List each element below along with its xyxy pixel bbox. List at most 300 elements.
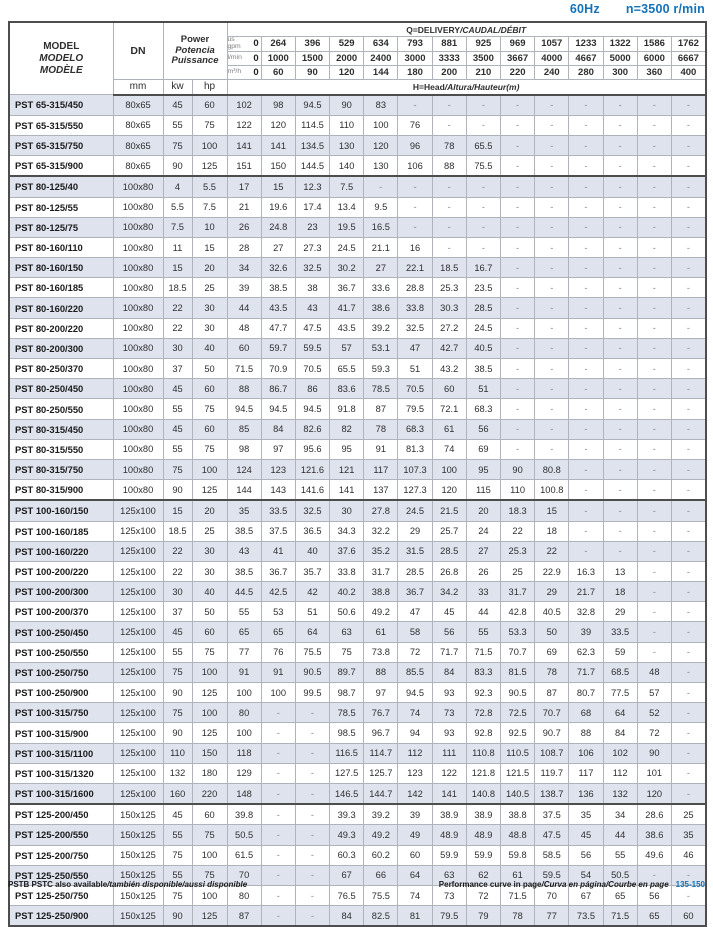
head-value-cell: 27.2 — [432, 318, 466, 338]
head-value-cell: 15 — [261, 176, 295, 197]
head-value-cell: 38.8 — [501, 804, 535, 825]
head-value-cell: - — [671, 885, 705, 905]
head-value-cell: 59 — [603, 642, 637, 662]
model-cell: PST 100-250/750 — [9, 662, 113, 682]
head-value-cell: - — [671, 197, 705, 217]
head-value-cell: 79 — [466, 906, 500, 927]
flow-value: 0 — [253, 38, 259, 50]
head-value-cell: 70.7 — [501, 642, 535, 662]
head-value-cell: 88 — [432, 156, 466, 177]
head-value-cell: - — [569, 359, 603, 379]
kw-cell: 110 — [163, 743, 192, 763]
head-value-cell: 63 — [432, 865, 466, 885]
kw-cell: 75 — [163, 459, 192, 479]
head-value-cell: 70 — [535, 885, 569, 905]
head-value-cell: 56 — [637, 885, 671, 905]
head-value-cell: 78 — [364, 419, 398, 439]
head-value-cell: 35.7 — [295, 561, 329, 581]
head-value-cell: 17.4 — [295, 197, 329, 217]
head-value-cell: - — [569, 379, 603, 399]
head-value-cell: 123 — [261, 459, 295, 479]
head-value-cell: 120 — [261, 115, 295, 135]
model-cell: PST 125-200/450 — [9, 804, 113, 825]
head-value-cell: 93 — [432, 683, 466, 703]
head-value-cell: 75 — [330, 642, 364, 662]
head-value-cell: 70.5 — [295, 359, 329, 379]
model-header-en: MODEL — [43, 40, 80, 52]
head-value-cell: - — [637, 459, 671, 479]
head-value-cell: 42 — [295, 582, 329, 602]
head-value-cell: 90 — [330, 95, 364, 116]
kw-cell: 22 — [163, 541, 192, 561]
head-value-cell: 38.6 — [364, 298, 398, 318]
pump-row — [9, 176, 706, 197]
flow-value: 144 — [364, 65, 398, 79]
hp-cell: 60 — [192, 95, 227, 116]
head-value-cell: 110 — [330, 115, 364, 135]
page-footer — [8, 880, 705, 889]
dn-cell: 80x65 — [113, 115, 163, 135]
dn-cell: 150x125 — [113, 885, 163, 905]
pump-row — [9, 298, 706, 318]
hp-cell: 100 — [192, 135, 227, 155]
head-value-cell: 72.5 — [501, 703, 535, 723]
kw-cell: 15 — [163, 258, 192, 278]
head-value-cell: 91 — [261, 662, 295, 682]
head-value-cell: 74 — [398, 703, 432, 723]
head-value-cell: 100 — [432, 459, 466, 479]
head-value-cell: - — [671, 783, 705, 804]
head-value-cell: 49 — [398, 825, 432, 845]
kw-cell: 11 — [163, 237, 192, 257]
head-value-cell: 58 — [398, 622, 432, 642]
head-value-cell: 84 — [261, 419, 295, 439]
hp-cell: 75 — [192, 865, 227, 885]
head-value-cell: - — [637, 521, 671, 541]
head-value-cell: - — [637, 865, 671, 885]
pump-row — [9, 561, 706, 581]
head-value-cell: 29 — [535, 582, 569, 602]
head-value-cell: - — [671, 176, 705, 197]
head-value-cell: 30.3 — [432, 298, 466, 318]
head-value-cell: 67 — [330, 865, 364, 885]
head-value-cell: 117 — [569, 763, 603, 783]
head-value-cell: 127.3 — [398, 480, 432, 501]
hp-cell: 20 — [192, 500, 227, 521]
head-value-cell: - — [671, 156, 705, 177]
head-value-cell: 26 — [466, 561, 500, 581]
head-value-cell: 70.7 — [535, 703, 569, 723]
head-value-cell: 100 — [227, 683, 261, 703]
head-value-cell: - — [603, 379, 637, 399]
dn-cell: 100x80 — [113, 480, 163, 501]
head-value-cell: - — [432, 176, 466, 197]
head-value-cell: - — [501, 156, 535, 177]
head-value-cell: - — [535, 419, 569, 439]
head-value-cell: - — [261, 804, 295, 825]
head-value-cell: 83 — [364, 95, 398, 116]
kw-cell: 15 — [163, 500, 192, 521]
head-value-cell: 60.2 — [364, 845, 398, 865]
head-value-cell: 88 — [364, 662, 398, 682]
head-value-cell: 30 — [330, 500, 364, 521]
head-value-cell: - — [637, 480, 671, 501]
head-value-cell: - — [603, 115, 637, 135]
head-value-cell: 39 — [569, 622, 603, 642]
head-value-cell: 48.9 — [432, 825, 466, 845]
head-value-cell: 120 — [364, 135, 398, 155]
head-value-cell: 12.3 — [295, 176, 329, 197]
head-value-cell: - — [603, 439, 637, 459]
head-value-cell: - — [535, 176, 569, 197]
head-value-cell: 16.7 — [466, 258, 500, 278]
head-value-cell: 64 — [398, 865, 432, 885]
model-cell: PST 125-250/750 — [9, 885, 113, 905]
hp-cell: 15 — [192, 237, 227, 257]
head-value-cell: 120 — [637, 783, 671, 804]
hp-cell: 75 — [192, 399, 227, 419]
head-value-cell: - — [637, 622, 671, 642]
head-value-cell: - — [501, 197, 535, 217]
pump-row — [9, 258, 706, 278]
pump-row — [9, 419, 706, 439]
kw-cell: 75 — [163, 885, 192, 905]
head-value-cell: 138.7 — [535, 783, 569, 804]
model-cell: PST 80-160/110 — [9, 237, 113, 257]
kw-cell: 75 — [163, 703, 192, 723]
head-value-cell: 26.8 — [432, 561, 466, 581]
head-value-cell: - — [535, 258, 569, 278]
model-cell: PST 100-200/300 — [9, 582, 113, 602]
head-value-cell: - — [432, 95, 466, 116]
head-value-cell: 35 — [671, 825, 705, 845]
head-value-cell: 65.5 — [466, 135, 500, 155]
hp-cell: 150 — [192, 743, 227, 763]
hp-cell: 10 — [192, 217, 227, 237]
hp-cell: 220 — [192, 783, 227, 804]
head-value-cell: - — [671, 622, 705, 642]
head-value-cell: 25 — [501, 561, 535, 581]
hp-cell: 75 — [192, 115, 227, 135]
head-value-cell: 29 — [398, 521, 432, 541]
model-cell: PST 125-250/900 — [9, 906, 113, 927]
pump-row — [9, 642, 706, 662]
dn-cell: 125x100 — [113, 662, 163, 682]
model-cell: PST 80-160/185 — [9, 278, 113, 298]
head-value-cell: - — [671, 703, 705, 723]
pump-row — [9, 703, 706, 723]
kw-cell: 22 — [163, 318, 192, 338]
head-value-cell: 50.5 — [603, 865, 637, 885]
hp-cell: 20 — [192, 258, 227, 278]
head-value-cell: 122 — [227, 115, 261, 135]
head-value-cell: 86 — [295, 379, 329, 399]
head-value-cell: - — [398, 176, 432, 197]
head-value-cell: 61.5 — [227, 845, 261, 865]
model-cell: PST 125-250/550 — [9, 865, 113, 885]
flow-unit-cell — [227, 37, 261, 52]
hp-cell: 50 — [192, 602, 227, 622]
head-value-cell: 72 — [637, 723, 671, 743]
head-value-cell: 59.9 — [466, 845, 500, 865]
kw-cell: 37 — [163, 359, 192, 379]
model-cell: PST 100-315/1600 — [9, 783, 113, 804]
head-value-cell: - — [671, 723, 705, 743]
head-value-cell: 42.5 — [261, 582, 295, 602]
head-value-cell: - — [671, 500, 705, 521]
head-value-cell: 35.2 — [364, 541, 398, 561]
head-value-cell: 44 — [227, 298, 261, 318]
head-value-cell: - — [671, 278, 705, 298]
model-cell: PST 100-200/370 — [9, 602, 113, 622]
head-value-cell: 111 — [432, 743, 466, 763]
head-value-cell: 41 — [261, 541, 295, 561]
kw-cell: 30 — [163, 338, 192, 358]
head-value-cell: 18.3 — [501, 500, 535, 521]
head-value-cell: - — [603, 521, 637, 541]
head-value-cell: 44.5 — [227, 582, 261, 602]
head-value-cell: 55 — [227, 602, 261, 622]
flow-value: 264 — [261, 37, 295, 52]
head-value-cell: 7.5 — [330, 176, 364, 197]
model-cell: PST 65-315/450 — [9, 95, 113, 116]
hp-cell: 125 — [192, 156, 227, 177]
head-value-cell: 100 — [364, 115, 398, 135]
kw-cell: 18.5 — [163, 278, 192, 298]
head-value-cell: - — [501, 278, 535, 298]
head-value-cell: 94.5 — [295, 95, 329, 116]
head-value-cell: - — [535, 278, 569, 298]
model-cell: PST 80-200/220 — [9, 318, 113, 338]
head-value-cell: 83.3 — [466, 662, 500, 682]
head-value-cell: 21.5 — [432, 500, 466, 521]
kw-cell: 75 — [163, 135, 192, 155]
head-value-cell: 87 — [535, 683, 569, 703]
head-value-cell: 61 — [432, 419, 466, 439]
head-value-cell: 32.5 — [398, 318, 432, 338]
head-value-cell: 16.5 — [364, 217, 398, 237]
head-value-cell: 108.7 — [535, 743, 569, 763]
kw-cell: 90 — [163, 683, 192, 703]
model-cell: PST 80-160/220 — [9, 298, 113, 318]
hp-cell: 100 — [192, 845, 227, 865]
head-value-cell: 42.7 — [432, 338, 466, 358]
head-value-cell: - — [569, 197, 603, 217]
head-value-cell: - — [671, 561, 705, 581]
head-value-cell: 100.8 — [535, 480, 569, 501]
head-value-cell: 48 — [227, 318, 261, 338]
pump-row — [9, 480, 706, 501]
head-value-cell: 38.9 — [432, 804, 466, 825]
head-value-cell: - — [603, 459, 637, 479]
hp-cell: 40 — [192, 582, 227, 602]
dn-cell: 100x80 — [113, 419, 163, 439]
head-value-cell: 78 — [535, 662, 569, 682]
dn-cell: 100x80 — [113, 217, 163, 237]
head-value-cell: 121.8 — [466, 763, 500, 783]
head-value-cell: 63 — [330, 622, 364, 642]
hp-cell: 60 — [192, 804, 227, 825]
head-value-cell: 83.6 — [330, 379, 364, 399]
head-value-cell: 54 — [569, 865, 603, 885]
head-value-cell: 148 — [227, 783, 261, 804]
head-value-cell: - — [671, 379, 705, 399]
flow-value: 396 — [295, 37, 329, 52]
model-cell: PST 100-315/750 — [9, 703, 113, 723]
head-value-cell: 20 — [466, 500, 500, 521]
head-value-cell: 98 — [261, 95, 295, 116]
flow-value: 360 — [637, 65, 671, 79]
kw-cell: 132 — [163, 763, 192, 783]
head-value-cell: 28.6 — [637, 804, 671, 825]
head-value-cell: 23 — [295, 217, 329, 237]
pump-row — [9, 318, 706, 338]
head-value-cell: 129 — [227, 763, 261, 783]
head-value-cell: - — [398, 197, 432, 217]
head-value-cell: 71.7 — [432, 642, 466, 662]
head-value-cell: 48.9 — [466, 825, 500, 845]
model-header-es: MODELO — [39, 52, 84, 64]
head-value-cell: - — [637, 258, 671, 278]
head-value-cell: 39 — [227, 278, 261, 298]
head-value-cell: 37.6 — [330, 541, 364, 561]
head-value-cell: 96 — [398, 135, 432, 155]
head-value-cell: 18.5 — [432, 258, 466, 278]
head-value-cell: 116.5 — [330, 743, 364, 763]
head-value-cell: 61 — [364, 622, 398, 642]
head-value-cell: 45 — [432, 602, 466, 622]
power-header-fr: Puissance — [171, 55, 219, 67]
head-value-cell: 110.8 — [466, 743, 500, 763]
hp-unit-label: hp — [192, 79, 227, 95]
head-value-cell: 65 — [227, 622, 261, 642]
head-value-cell: - — [295, 865, 329, 885]
flow-value: 0 — [253, 52, 259, 64]
head-value-cell: - — [671, 95, 705, 116]
head-value-cell: - — [535, 95, 569, 116]
hp-cell: 30 — [192, 298, 227, 318]
head-value-cell: 91 — [227, 662, 261, 682]
dn-cell: 150x125 — [113, 865, 163, 885]
flow-value: 300 — [603, 65, 637, 79]
head-value-cell: - — [671, 459, 705, 479]
head-value-cell: 151 — [227, 156, 261, 177]
dn-cell: 100x80 — [113, 399, 163, 419]
head-value-cell: - — [261, 703, 295, 723]
head-value-cell: 90 — [501, 459, 535, 479]
head-value-cell: 51 — [398, 359, 432, 379]
model-cell: PST 100-315/1320 — [9, 763, 113, 783]
head-value-cell: 121 — [330, 459, 364, 479]
head-value-cell: - — [671, 602, 705, 622]
head-value-cell: 64 — [295, 622, 329, 642]
flow-value: 6000 — [637, 51, 671, 65]
head-value-cell: - — [603, 176, 637, 197]
head-value-cell: 49.3 — [330, 825, 364, 845]
head-value-cell: - — [295, 743, 329, 763]
hp-cell: 60 — [192, 419, 227, 439]
kw-cell: 55 — [163, 439, 192, 459]
kw-cell: 55 — [163, 115, 192, 135]
head-value-cell: - — [637, 602, 671, 622]
head-value-cell: 68 — [569, 703, 603, 723]
head-value-cell: 71.5 — [227, 359, 261, 379]
head-value-cell: 39.2 — [364, 804, 398, 825]
pump-row — [9, 399, 706, 419]
head-value-cell: - — [501, 419, 535, 439]
pump-row — [9, 197, 706, 217]
head-value-cell: 124 — [227, 459, 261, 479]
head-value-cell: 45 — [569, 825, 603, 845]
head-value-cell: - — [432, 217, 466, 237]
head-value-cell: 95 — [330, 439, 364, 459]
head-value-cell: 115 — [466, 480, 500, 501]
flow-value: 793 — [398, 37, 432, 52]
head-value-cell: - — [295, 825, 329, 845]
head-value-cell: 36.7 — [261, 561, 295, 581]
dn-cell: 125x100 — [113, 703, 163, 723]
dn-cell: 100x80 — [113, 318, 163, 338]
head-value-cell: - — [671, 115, 705, 135]
head-value-cell: 125.7 — [364, 763, 398, 783]
head-value-cell: 25.3 — [501, 541, 535, 561]
head-value-cell: - — [501, 115, 535, 135]
flow-value: 6667 — [671, 51, 705, 65]
power-column-header — [163, 22, 227, 79]
dn-cell: 100x80 — [113, 197, 163, 217]
head-value-cell: - — [535, 338, 569, 358]
dn-cell: 100x80 — [113, 176, 163, 197]
head-value-cell: - — [637, 439, 671, 459]
head-value-cell: 60.3 — [330, 845, 364, 865]
head-value-cell: - — [637, 642, 671, 662]
head-value-cell: 31.5 — [398, 541, 432, 561]
head-value-cell: 51 — [466, 379, 500, 399]
kw-cell: 45 — [163, 379, 192, 399]
head-value-cell: 146.5 — [330, 783, 364, 804]
head-value-cell: 28.5 — [432, 541, 466, 561]
head-value-cell: 70.9 — [261, 359, 295, 379]
head-value-cell: 76 — [398, 115, 432, 135]
head-value-cell: - — [671, 258, 705, 278]
head-value-cell: 57 — [330, 338, 364, 358]
head-value-cell: - — [466, 217, 500, 237]
head-value-cell: - — [637, 176, 671, 197]
head-value-cell: 24.5 — [330, 237, 364, 257]
head-value-cell: - — [569, 480, 603, 501]
head-value-cell: 38.9 — [466, 804, 500, 825]
head-value-cell: 94 — [398, 723, 432, 743]
kw-cell: 7.5 — [163, 217, 192, 237]
flow-value: 881 — [432, 37, 466, 52]
head-value-cell: - — [501, 439, 535, 459]
head-value-cell: - — [637, 561, 671, 581]
head-value-cell: - — [603, 217, 637, 237]
dn-cell: 100x80 — [113, 338, 163, 358]
model-cell: PST 80-125/55 — [9, 197, 113, 217]
flow-unit-cell — [227, 65, 261, 79]
head-value-cell: - — [535, 197, 569, 217]
head-value-cell: - — [501, 135, 535, 155]
head-value-cell: 16.3 — [569, 561, 603, 581]
head-value-cell: - — [603, 359, 637, 379]
pump-row — [9, 278, 706, 298]
head-value-cell: - — [535, 379, 569, 399]
head-value-cell: - — [671, 359, 705, 379]
head-value-cell: 88 — [569, 723, 603, 743]
head-value-cell: 18 — [535, 521, 569, 541]
head-value-cell: - — [569, 95, 603, 116]
